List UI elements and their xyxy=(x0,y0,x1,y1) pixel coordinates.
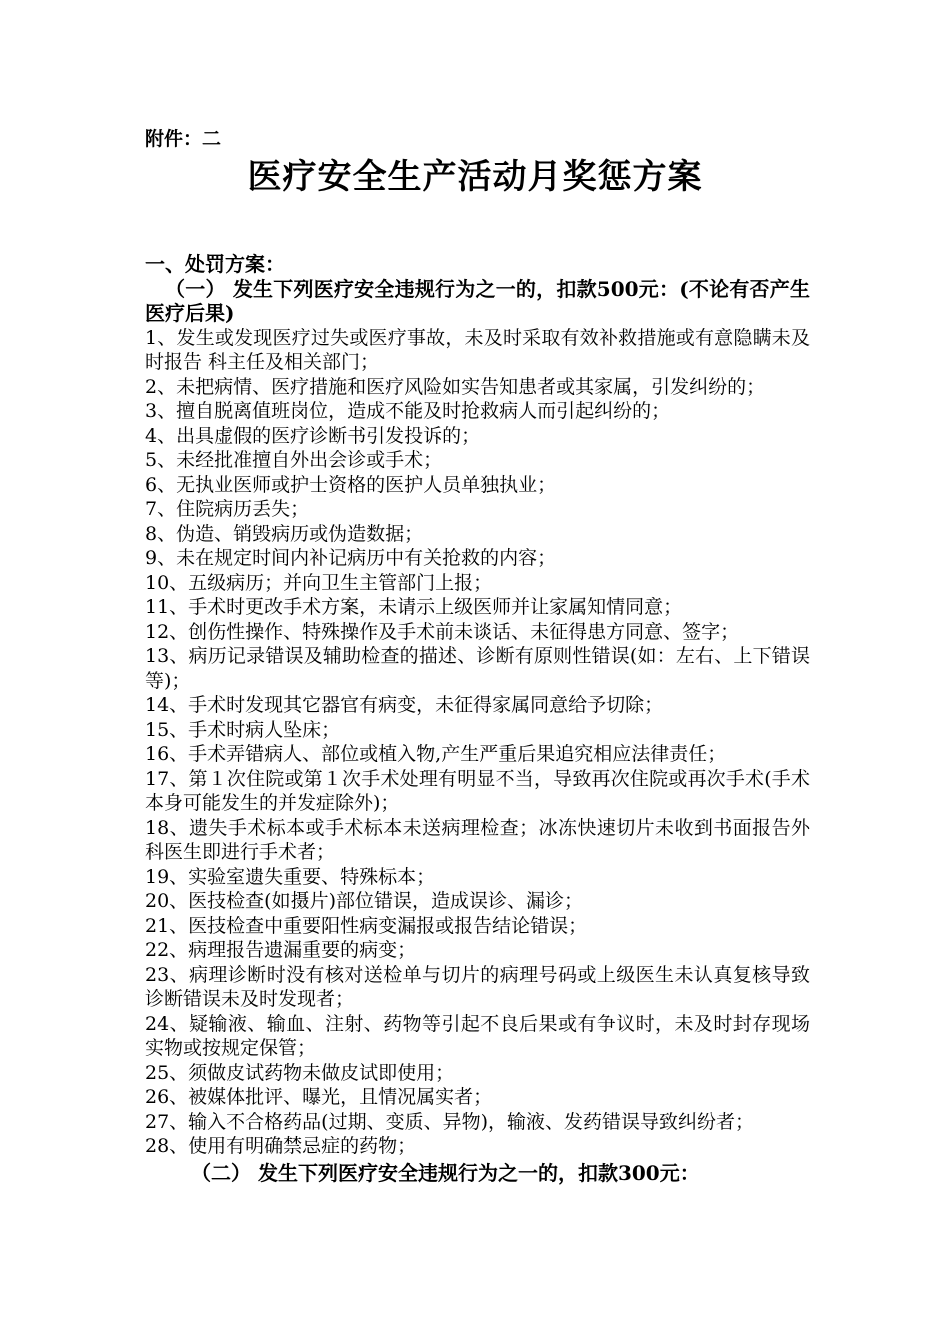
list-item: 24、疑输液、输血、注射、药物等引起不良后果或有争议时，未及时封存现场实物或按规定保管； xyxy=(145,1012,810,1059)
list-item: 4、出具虚假的医疗诊断书引发投诉的； xyxy=(145,424,481,447)
list-item: 28、使用有明确禁忌症的药物； xyxy=(145,1135,417,1157)
list-item: 14、手术时发现其它器官有病变，未征得家属同意给予切除； xyxy=(145,694,664,716)
subsection-heading-300: （二） 发生下列医疗安全违规行为之一的，扣款300元： xyxy=(191,1160,700,1185)
list-item: 1、发生或发现医疗过失或医疗事故，未及时采取有效补救措施或有意隐瞒未及时报告 科主任及相关部门； xyxy=(145,326,810,373)
list-item: 17、第１次住院或第１次手术处理有明显不当，导致再次住院或再次手术(手术本身可能发生的并发症除外)； xyxy=(145,767,810,814)
list-item: 12、创伤性操作、特殊操作及手术前未谈话、未征得患方同意、签字； xyxy=(145,620,740,643)
document-title: 医疗安全生产活动月奖惩方案 xyxy=(247,157,703,197)
violation-list xyxy=(145,326,810,1159)
list-item: 6、无执业医师或护士资格的医护人员单独执业； xyxy=(145,473,557,496)
list-item: 9、未在规定时间内补记病历中有关抢救的内容； xyxy=(145,547,557,569)
list-item: 21、医技检查中重要阳性病变漏报或报告结论错误； xyxy=(145,914,588,937)
list-item: 16、手术弄错病人、部位或植入物,产生严重后果追究相应法律责任； xyxy=(145,743,727,765)
list-item: 2、未把病情、医疗措施和医疗风险如实告知患者或其家属，引发纠纷的； xyxy=(145,375,766,398)
list-item: 15、手术时病人坠床； xyxy=(145,718,341,741)
list-item: 22、病理报告遗漏重要的病变； xyxy=(145,939,417,961)
list-item: 10、五级病历；并向卫生主管部门上报； xyxy=(145,571,493,594)
list-item: 7、住院病历丢失； xyxy=(145,498,310,520)
list-item: 5、未经批准擅自外出会诊或手术； xyxy=(145,449,443,471)
list-item: 23、病理诊断时没有核对送检单与切片的病理号码或上级医生未认真复核导致诊断错误未及时发现者； xyxy=(145,963,810,1010)
list-item: 8、伪造、销毁病历或伪造数据； xyxy=(145,522,424,545)
list-item: 27、输入不合格药品(过期、变质、异物)，输液、发药错误导致纠纷者； xyxy=(145,1110,755,1133)
list-item: 18、遗失手术标本或手术标本未送病理检查；冰冻快速切片未收到书面报告外科医生即进行手术者； xyxy=(145,816,810,863)
section-heading-penalty: 一、处罚方案： xyxy=(145,252,285,276)
list-item: 13、病历记录错误及辅助检查的描述、诊断有原则性错误(如：左右、上下错误等)； xyxy=(145,645,810,692)
attachment-label: 附件：二 xyxy=(145,128,222,150)
list-item: 3、擅自脱离值班岗位，造成不能及时抢救病人而引起纠纷的； xyxy=(145,400,671,422)
list-item: 25、须做皮试药物未做皮试即使用； xyxy=(145,1061,455,1084)
list-item: 11、手术时更改手术方案，未请示上级医师并让家属知情同意； xyxy=(145,596,683,618)
document-body xyxy=(145,252,810,1185)
subsection-heading-500: （一） 发生下列医疗安全违规行为之一的，扣款500元：(不论有否产生医疗后果) xyxy=(145,276,810,325)
list-item: 26、被媒体批评、曝光，且情况属实者； xyxy=(145,1086,493,1108)
list-item: 20、医技检查(如摄片)部位错误，造成误诊、漏诊； xyxy=(145,890,584,912)
list-item: 19、实验室遗失重要、特殊标本； xyxy=(145,865,436,888)
